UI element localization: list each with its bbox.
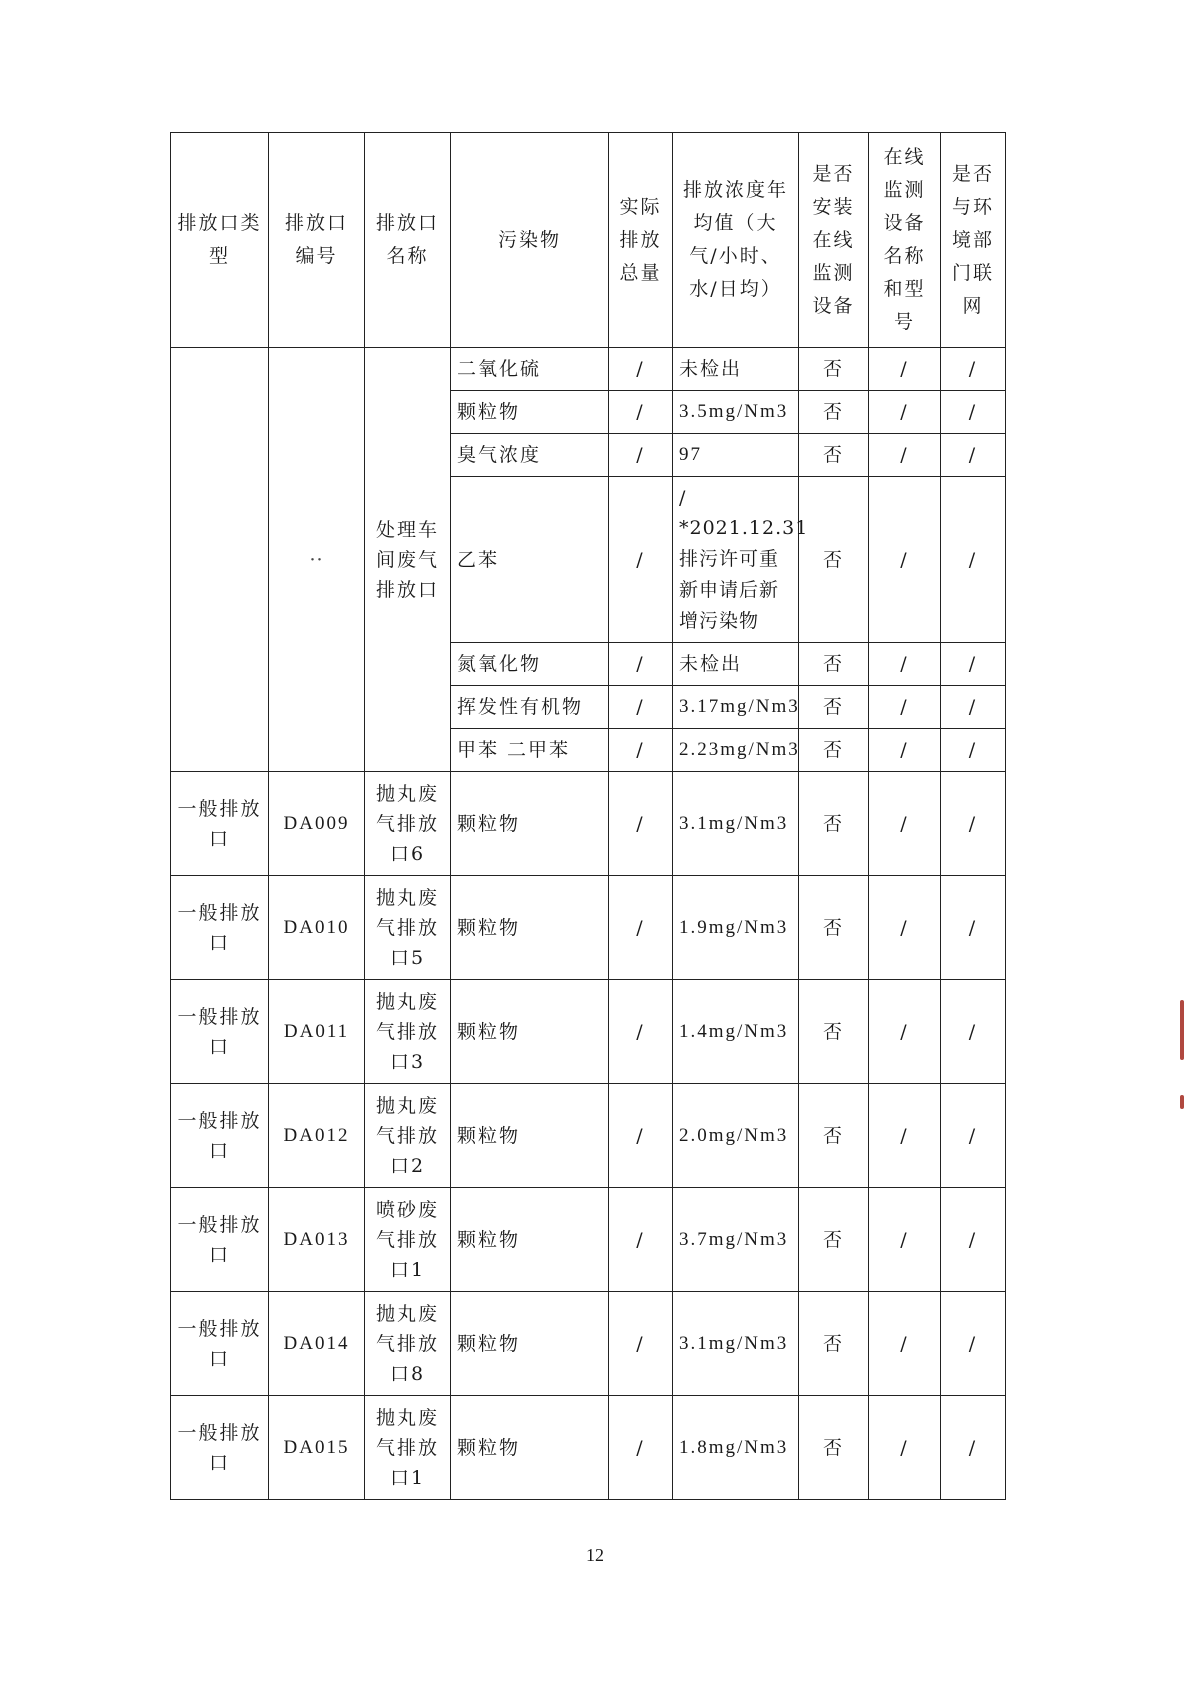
pollutant-cell: 颗粒物 [451, 1084, 609, 1188]
installed-cell: 否 [799, 391, 869, 434]
outlet-type-cell: 一般排放口 [171, 1292, 269, 1396]
model-cell: / [869, 772, 941, 876]
outlet-name-cell: 抛丸废气排放口5 [365, 876, 451, 980]
outlet-code-cell: DA012 [269, 1084, 365, 1188]
outlet-code-cell [269, 348, 365, 772]
binding-edge-mark [1180, 1000, 1184, 1060]
page-number: 12 [586, 1545, 604, 1565]
total-cell: / [609, 348, 673, 391]
total-cell: / [609, 1084, 673, 1188]
concentration-cell: 2.0mg/Nm3 [673, 1084, 799, 1188]
installed-cell: 否 [799, 686, 869, 729]
model-cell: / [869, 1188, 941, 1292]
concentration-cell: 3.1mg/Nm3 [673, 1292, 799, 1396]
outlet-name-cell: 抛丸废气排放口6 [365, 772, 451, 876]
outlet-code-cell: DA013 [269, 1188, 365, 1292]
total-cell: / [609, 686, 673, 729]
concentration-cell: 未检出 [673, 348, 799, 391]
concentration-cell: 未检出 [673, 643, 799, 686]
installed-cell: 否 [799, 1396, 869, 1500]
outlet-code-cell: DA009 [269, 772, 365, 876]
total-cell: / [609, 477, 673, 643]
table-row [171, 1396, 1006, 1500]
table-row [171, 1292, 1006, 1396]
header-online-device-model: 在线监测设备名称和型号 [869, 133, 941, 348]
binding-edge-mark [1180, 1095, 1184, 1109]
pollutant-cell: 氮氧化物 [451, 643, 609, 686]
code-mark: ·· [309, 548, 324, 571]
pollutant-cell: 颗粒物 [451, 1188, 609, 1292]
table-row [171, 772, 1006, 876]
concentration-slash: / [679, 486, 688, 509]
header-outlet-name: 排放口名称 [365, 133, 451, 348]
network-cell: / [941, 348, 1006, 391]
emission-outlet-table [170, 132, 1006, 1500]
model-cell: / [869, 391, 941, 434]
model-cell: / [869, 686, 941, 729]
concentration-cell: 1.4mg/Nm3 [673, 980, 799, 1084]
pollutant-cell: 臭气浓度 [451, 434, 609, 477]
outlet-name-cell: 抛丸废气排放口2 [365, 1084, 451, 1188]
concentration-note: *2021.12.31排污许可重新申请后新增污染物 [679, 516, 809, 632]
concentration-cell: 2.23mg/Nm3 [673, 729, 799, 772]
concentration-cell: 3.17mg/Nm3 [673, 686, 799, 729]
outlet-type-cell: 一般排放口 [171, 876, 269, 980]
outlet-code-cell: DA014 [269, 1292, 365, 1396]
network-cell: / [941, 477, 1006, 643]
network-cell: / [941, 686, 1006, 729]
pollutant-cell: 颗粒物 [451, 1292, 609, 1396]
installed-cell: 否 [799, 477, 869, 643]
total-cell: / [609, 434, 673, 477]
installed-cell: 否 [799, 434, 869, 477]
outlet-name-cell: 抛丸废气排放口3 [365, 980, 451, 1084]
model-cell: / [869, 1084, 941, 1188]
model-cell: / [869, 729, 941, 772]
concentration-cell: 3.1mg/Nm3 [673, 772, 799, 876]
outlet-type-cell: 一般排放口 [171, 772, 269, 876]
outlet-code-cell: DA011 [269, 980, 365, 1084]
header-outlet-code: 排放口编号 [269, 133, 365, 348]
network-cell: / [941, 729, 1006, 772]
pollutant-cell: 颗粒物 [451, 1396, 609, 1500]
total-cell: / [609, 643, 673, 686]
installed-cell: 否 [799, 1084, 869, 1188]
total-cell: / [609, 1396, 673, 1500]
concentration-cell: 3.5mg/Nm3 [673, 391, 799, 434]
header-actual-total: 实际排放总量 [609, 133, 673, 348]
table-row [171, 1188, 1006, 1292]
header-annual-concentration: 排放浓度年均值（大气/小时、水/日均） [673, 133, 799, 348]
total-cell: / [609, 391, 673, 434]
network-cell: / [941, 980, 1006, 1084]
network-cell: / [941, 1292, 1006, 1396]
model-cell: / [869, 876, 941, 980]
total-cell: / [609, 980, 673, 1084]
network-cell: / [941, 1188, 1006, 1292]
outlet-type-cell: 一般排放口 [171, 1396, 269, 1500]
outlet-code-cell: DA015 [269, 1396, 365, 1500]
header-online-installed: 是否安装在线监测设备 [799, 133, 869, 348]
total-cell: / [609, 1292, 673, 1396]
outlet-type-cell: 一般排放口 [171, 1188, 269, 1292]
table-row [171, 980, 1006, 1084]
total-cell: / [609, 729, 673, 772]
header-pollutant: 污染物 [451, 133, 609, 348]
network-cell: / [941, 1084, 1006, 1188]
installed-cell: 否 [799, 1292, 869, 1396]
total-cell: / [609, 1188, 673, 1292]
table-row [171, 1084, 1006, 1188]
installed-cell: 否 [799, 729, 869, 772]
network-cell: / [941, 1396, 1006, 1500]
outlet-type-cell [171, 348, 269, 772]
model-cell: / [869, 1292, 941, 1396]
network-cell: / [941, 391, 1006, 434]
network-cell: / [941, 643, 1006, 686]
concentration-cell: 3.7mg/Nm3 [673, 1188, 799, 1292]
total-cell: / [609, 772, 673, 876]
model-cell: / [869, 477, 941, 643]
total-cell: / [609, 876, 673, 980]
pollutant-cell: 甲苯 二甲苯 [451, 729, 609, 772]
network-cell: / [941, 876, 1006, 980]
installed-cell: 否 [799, 1188, 869, 1292]
model-cell: / [869, 643, 941, 686]
model-cell: / [869, 434, 941, 477]
outlet-name-cell: 喷砂废气排放口1 [365, 1188, 451, 1292]
pollutant-cell: 颗粒物 [451, 772, 609, 876]
model-cell: / [869, 1396, 941, 1500]
installed-cell: 否 [799, 643, 869, 686]
outlet-name-cell: 抛丸废气排放口1 [365, 1396, 451, 1500]
concentration-cell: 1.8mg/Nm3 [673, 1396, 799, 1500]
installed-cell: 否 [799, 772, 869, 876]
pollutant-cell: 挥发性有机物 [451, 686, 609, 729]
concentration-cell [673, 477, 809, 643]
network-cell: / [941, 772, 1006, 876]
table-row [171, 876, 1006, 980]
model-cell: / [869, 980, 941, 1084]
pollutant-cell: 颗粒物 [451, 876, 609, 980]
outlet-code-cell: DA010 [269, 876, 365, 980]
pollutant-cell: 颗粒物 [451, 391, 609, 434]
installed-cell: 否 [799, 348, 869, 391]
header-outlet-type: 排放口类型 [171, 133, 269, 348]
outlet-name-cell: 抛丸废气排放口8 [365, 1292, 451, 1396]
pollutant-cell: 颗粒物 [451, 980, 609, 1084]
pollutant-cell: 二氧化硫 [451, 348, 609, 391]
header-networked: 是否与环境部门联网 [941, 133, 1006, 348]
concentration-cell: 1.9mg/Nm3 [673, 876, 799, 980]
outlet-type-cell: 一般排放口 [171, 1084, 269, 1188]
header-row [171, 133, 1006, 348]
installed-cell: 否 [799, 876, 869, 980]
table-row [171, 348, 1006, 391]
outlet-name-cell: 处理车间废气排放口 [365, 348, 451, 772]
installed-cell: 否 [799, 980, 869, 1084]
network-cell: / [941, 434, 1006, 477]
model-cell: / [869, 348, 941, 391]
pollutant-cell: 乙苯 [451, 477, 609, 643]
outlet-type-cell: 一般排放口 [171, 980, 269, 1084]
concentration-cell: 97 [673, 434, 799, 477]
